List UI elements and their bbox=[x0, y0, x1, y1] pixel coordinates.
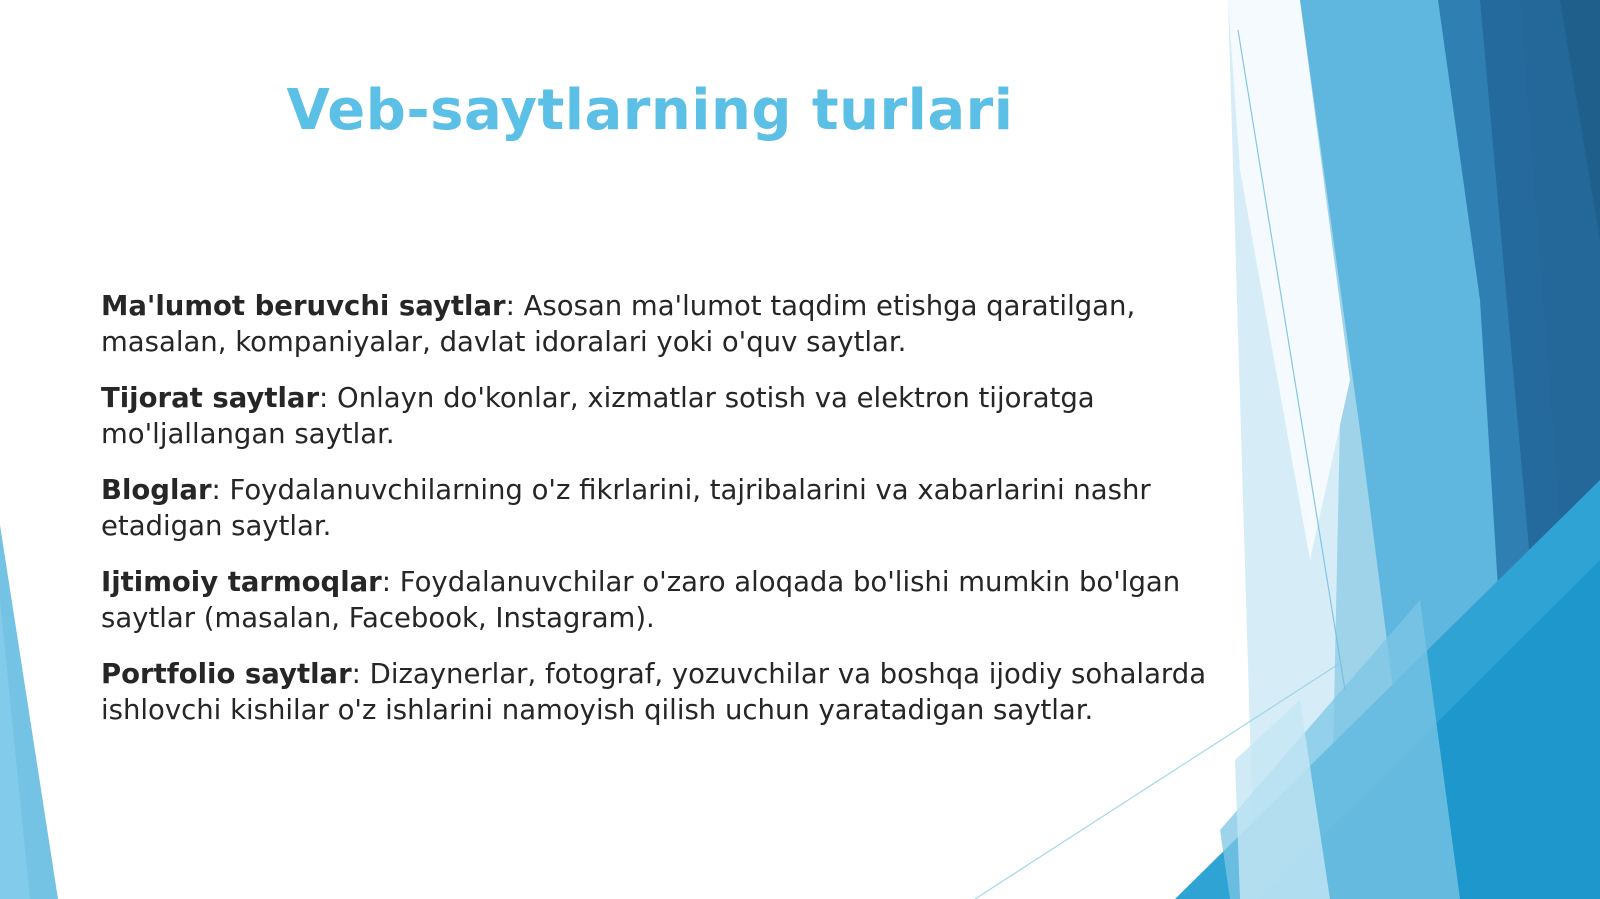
item-description: Dizaynerlar, fotograf, yozuvchilar va boshqa ijodiy sohalarda ishlovchi kishilar o'z ishlarini namoyish qilish uchun yaratadigan saytlar. bbox=[101, 658, 1207, 726]
slide-title: Veb-saytlarning turlari bbox=[286, 78, 1014, 143]
list-item bbox=[101, 380, 1231, 452]
list-item bbox=[101, 564, 1231, 636]
item-description: Foydalanuvchilarning o'z fikrlarini, tajribalarini va xabarlarini nashr etadigan saytlar. bbox=[101, 474, 1151, 542]
item-description: Foydalanuvchilar o'zaro aloqada bo'lishi mumkin bo'lgan saytlar (masalan, Facebook, Instagram). bbox=[101, 566, 1181, 634]
item-term: Ma'lumot beruvchi saytlar bbox=[101, 290, 506, 322]
item-separator: : bbox=[381, 566, 392, 598]
item-separator: : bbox=[211, 474, 221, 506]
list-item bbox=[101, 288, 1231, 360]
item-term: Portfolio saytlar bbox=[101, 658, 352, 690]
list-item bbox=[101, 472, 1231, 544]
item-term: Ijtimoiy tarmoqlar bbox=[101, 566, 382, 598]
content-list bbox=[101, 288, 1231, 748]
item-description: Onlayn do'konlar, xizmatlar sotish va elektron tijoratga mo'ljallangan saytlar. bbox=[101, 382, 1095, 450]
item-separator: : bbox=[319, 382, 329, 414]
item-term: Tijorat saytlar bbox=[101, 382, 320, 414]
item-description: Asosan ma'lumot taqdim etishga qaratilgan, masalan, kompaniyalar, davlat idoralari yoki o'quv saytlar. bbox=[101, 290, 1136, 358]
item-separator: : bbox=[351, 658, 361, 690]
item-term: Bloglar bbox=[101, 474, 212, 506]
list-item bbox=[101, 656, 1231, 728]
item-separator: : bbox=[505, 290, 515, 322]
